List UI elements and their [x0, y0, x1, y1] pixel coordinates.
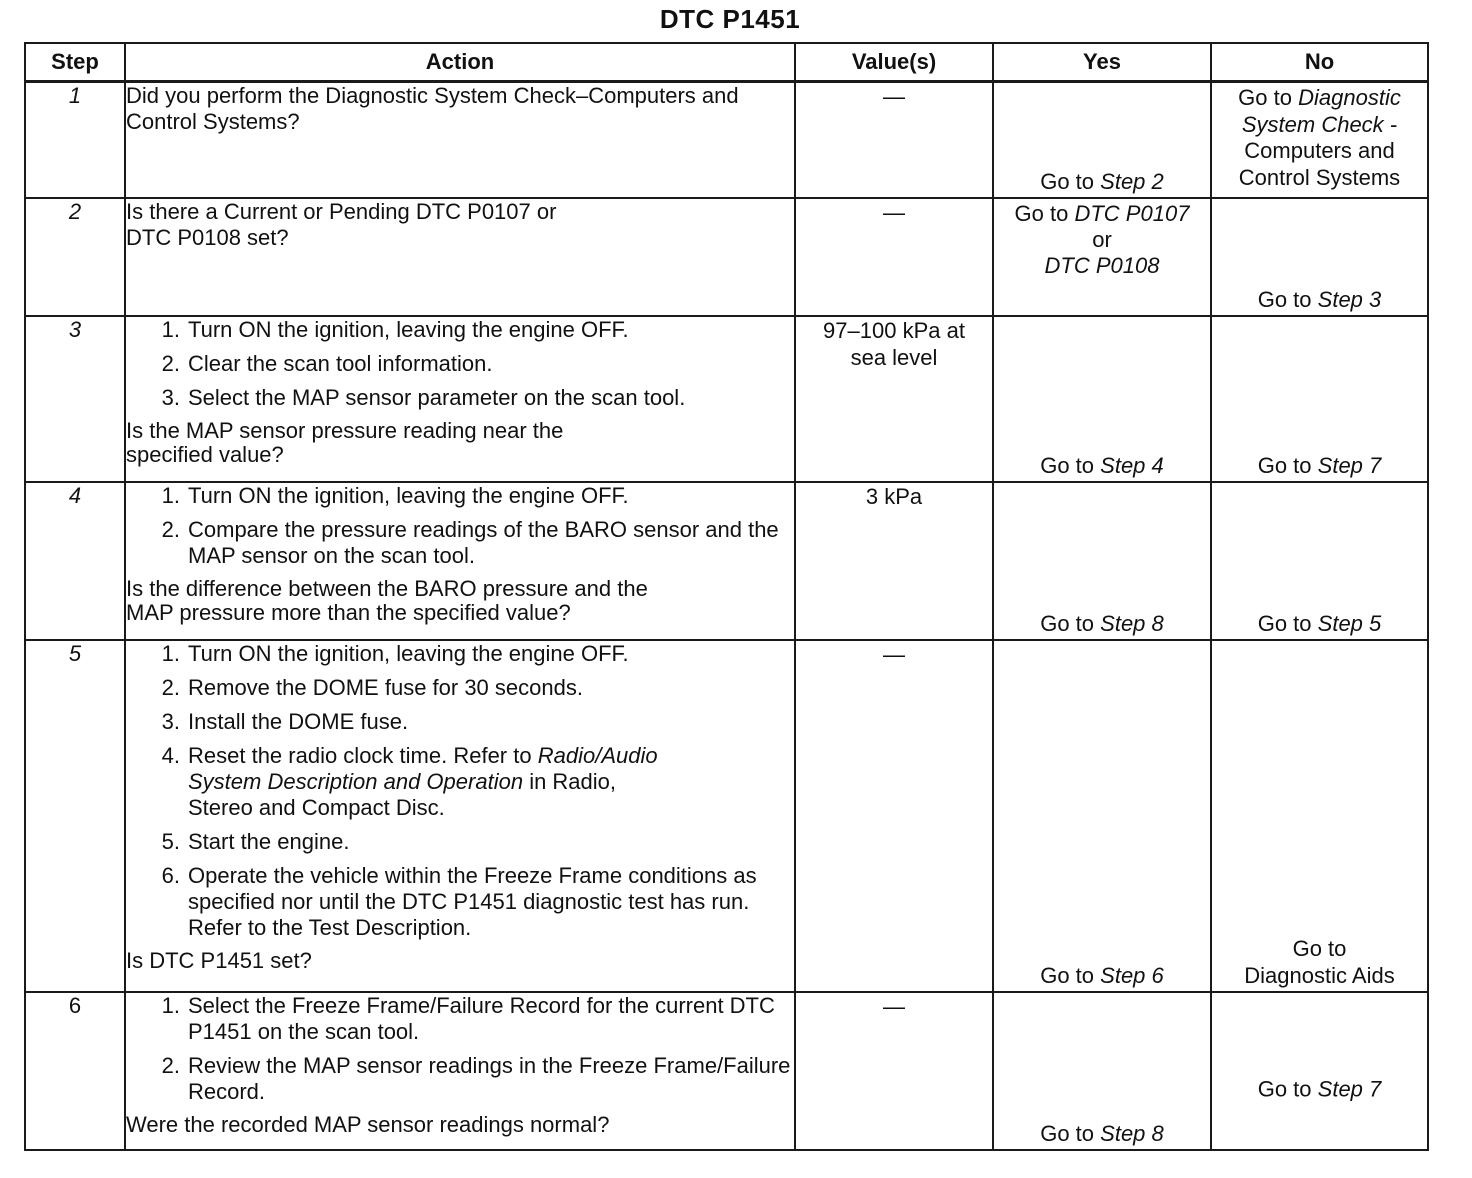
list-item: 1. Select the Freeze Frame/Failure Record for the current DTC P1451 on the scan tool.: [161, 992, 775, 1044]
header-action: Action: [125, 43, 795, 82]
action-question: Is DTC P1451 set?: [126, 947, 312, 973]
step-list: [126, 641, 794, 941]
action-question: Is the MAP sensor pressure reading near the: [126, 417, 564, 443]
no-prefix: Go to: [1257, 1076, 1312, 1102]
no-prefix: Go to: [1257, 452, 1312, 478]
action-cell: [125, 316, 795, 482]
yes-link[interactable]: DTC P0107: [1074, 200, 1190, 226]
list-item: 3. Select the MAP sensor parameter on the scan tool.: [161, 384, 686, 410]
no-cell: [1211, 82, 1428, 198]
step-list: [126, 483, 794, 569]
yes-prefix: Go to: [1040, 168, 1095, 194]
no-link[interactable]: Diagnostic: [1298, 85, 1401, 110]
list-item: 2. Clear the scan tool information.: [161, 350, 493, 376]
table-row: [25, 482, 1428, 640]
no-text: Control Systems: [1238, 164, 1401, 190]
reference-link[interactable]: Radio/Audio: [537, 742, 658, 768]
list-item: 6. Operate the vehicle within the Freeze Frame conditions as specified nor until the DTC P1451 diagnostic test has run. Refer to the Test Description.: [161, 862, 757, 940]
step-number: 2: [25, 198, 125, 316]
yes-link[interactable]: Step 8: [1100, 1120, 1164, 1146]
list-item: 3. Install the DOME fuse.: [161, 708, 409, 734]
value-cell: [795, 316, 993, 482]
list-item: 4. Reset the radio clock time. Refer to Radio/Audio System Description and Operation in Radio, Stereo and Compact Disc.: [161, 742, 658, 820]
no-link[interactable]: System Check -: [1241, 111, 1398, 137]
header-values: Value(s): [795, 43, 993, 82]
yes-prefix: Go to: [1040, 452, 1095, 478]
table-row: [25, 992, 1428, 1150]
step-number: 3: [25, 316, 125, 482]
action-question: Were the recorded MAP sensor readings normal?: [126, 1111, 610, 1137]
list-item: 1. Turn ON the ignition, leaving the engine OFF.: [161, 640, 629, 666]
no-cell: [1211, 482, 1428, 640]
table-row: [25, 82, 1428, 198]
list-item: 1. Turn ON the ignition, leaving the engine OFF.: [161, 316, 629, 342]
no-link[interactable]: Step 7: [1317, 452, 1382, 478]
no-prefix: Go to: [1257, 610, 1312, 636]
action-cell: [125, 992, 795, 1150]
yes-link[interactable]: Step 2: [1100, 168, 1164, 194]
item-text: in Radio,: [529, 768, 617, 794]
value-text: sea level: [850, 344, 938, 370]
list-item: 5. Start the engine.: [161, 828, 350, 854]
item-text: Stereo and Compact Disc.: [188, 794, 445, 820]
value-cell: —: [795, 82, 993, 198]
page-title: DTC P1451: [659, 4, 801, 34]
action-cell: [125, 640, 795, 992]
no-cell: [1211, 316, 1428, 482]
step-number: 4: [25, 482, 125, 640]
header-row: [25, 43, 1428, 82]
action-question: MAP pressure more than the specified value?: [126, 599, 571, 625]
list-item: 1. Turn ON the ignition, leaving the engine OFF.: [161, 482, 629, 508]
action-cell: [125, 82, 795, 198]
step-list: [126, 317, 794, 411]
no-text: Computers and: [1244, 138, 1395, 163]
no-cell: [1211, 992, 1428, 1150]
header-yes: Yes: [993, 43, 1211, 82]
action-cell: [125, 198, 795, 316]
list-item: 2. Review the MAP sensor readings in the Freeze Frame/Failure Record.: [161, 1052, 791, 1104]
yes-cell: [993, 198, 1211, 316]
yes-or: or: [1092, 226, 1112, 252]
yes-prefix: Go to: [1040, 610, 1095, 636]
table-row: [25, 640, 1428, 992]
yes-cell: [993, 640, 1211, 992]
value-cell: 3 kPa: [795, 482, 993, 640]
table-row: [25, 198, 1428, 316]
yes-cell: [993, 482, 1211, 640]
reference-link[interactable]: System Description and Operation: [188, 768, 524, 794]
yes-cell: [993, 82, 1211, 198]
yes-prefix: Go to: [1014, 200, 1069, 226]
yes-link[interactable]: DTC P0108: [1044, 252, 1160, 278]
step-list: [126, 993, 794, 1105]
no-cell: [1211, 640, 1428, 992]
list-item: 2. Compare the pressure readings of the BARO sensor and the MAP sensor on the scan tool.: [161, 516, 779, 568]
yes-cell: [993, 992, 1211, 1150]
value-cell: —: [795, 640, 993, 992]
value-cell: —: [795, 198, 993, 316]
yes-prefix: Go to: [1040, 1120, 1095, 1146]
no-prefix: Go to: [1292, 935, 1347, 961]
no-link[interactable]: Diagnostic Aids: [1244, 962, 1395, 988]
item-text: Reset the radio clock time. Refer to: [188, 742, 532, 768]
header-no: No: [1211, 43, 1428, 82]
action-question: Is there a Current or Pending DTC P0107 or: [126, 198, 557, 224]
no-prefix: Go to: [1257, 286, 1312, 312]
yes-prefix: Go to: [1040, 962, 1095, 988]
yes-cell: [993, 316, 1211, 482]
list-item: 2. Remove the DOME fuse for 30 seconds.: [161, 674, 583, 700]
no-link[interactable]: Step 5: [1317, 610, 1382, 636]
no-link[interactable]: Step 3: [1317, 286, 1382, 312]
no-prefix: Go to: [1238, 85, 1292, 110]
table-row: [25, 316, 1428, 482]
step-number: 5: [25, 640, 125, 992]
value-cell: —: [795, 992, 993, 1150]
yes-link[interactable]: Step 6: [1100, 962, 1164, 988]
action-cell: [125, 482, 795, 640]
yes-link[interactable]: Step 8: [1100, 610, 1164, 636]
diagnostic-table: [24, 42, 1429, 1151]
no-link[interactable]: Step 7: [1317, 1076, 1382, 1102]
action-question: specified value?: [126, 441, 284, 467]
yes-link[interactable]: Step 4: [1100, 452, 1164, 478]
action-question: Did you perform the Diagnostic System Check–Computers and Control Systems?: [126, 83, 739, 134]
action-question: DTC P0108 set?: [126, 224, 289, 250]
action-question: Is the difference between the BARO pressure and the: [126, 575, 648, 601]
step-number: 1: [25, 82, 125, 198]
no-cell: [1211, 198, 1428, 316]
header-step: Step: [25, 43, 125, 82]
step-number: 6: [25, 992, 125, 1150]
value-text: 97–100 kPa at: [823, 317, 965, 343]
